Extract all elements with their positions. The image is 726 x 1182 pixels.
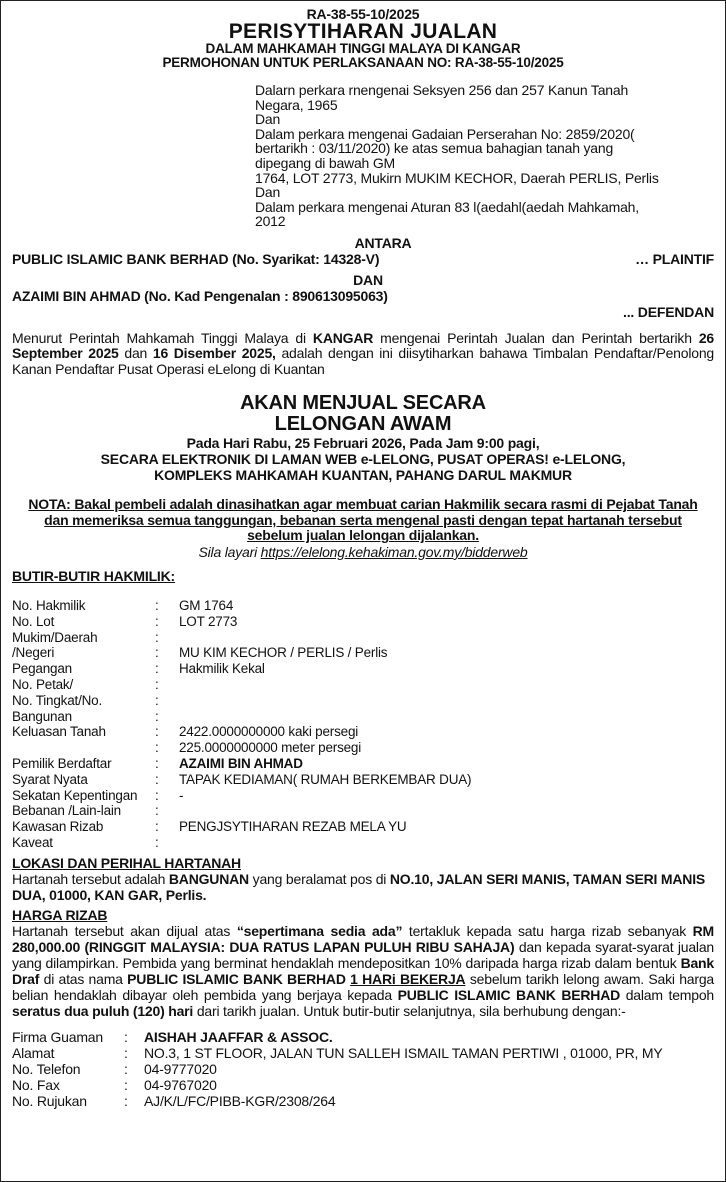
detail-colon: :	[124, 1044, 128, 1061]
matter-line: 1764, LOT 2773, Mukirn MUKIM KECHOR, Daerah PERLIS, Perlis	[255, 169, 659, 186]
detail-label: No. Hakmilik	[12, 597, 86, 613]
matter-line: Dalam perkara mengenai Aturan 83 l(aedahl(aedah Mahkamah,	[255, 198, 639, 215]
detail-label: /Negeri	[12, 645, 55, 661]
defendant-role: ... DEFENDAN	[623, 303, 714, 320]
matter-line: Negara, 1965	[255, 96, 338, 113]
detail-label: Kawasan Rizab	[12, 819, 104, 835]
nota-paragraph	[12, 497, 714, 544]
matter-line: Dalam perkara mengenai Gadaian Perserahan No: 2859/2020(	[255, 125, 635, 142]
auction-venue-2: KOMPLEKS MAHKAMAH KUANTAN, PAHANG DARUL MAKMUR	[154, 467, 572, 484]
detail-row	[12, 772, 471, 788]
detail-colon: :	[155, 787, 159, 803]
reference-number: RA-38-55-10/2025	[306, 6, 420, 22]
detail-label: Pegangan	[12, 661, 72, 677]
detail-colon: :	[155, 803, 159, 819]
detail-row	[12, 724, 471, 740]
bank-draft: Bank Draf	[12, 954, 714, 987]
detail-label: No. Telefon	[12, 1060, 81, 1077]
detail-value: 04-9777020	[144, 1060, 217, 1077]
court-name: DALAM MAHKAMAH TINGGI MALAYA DI KANGAR	[205, 41, 521, 56]
detail-label: Mukim/Daerah	[12, 629, 98, 645]
auction-block	[12, 393, 714, 483]
order-date-2: 16 Disember 2025,	[152, 345, 276, 362]
detail-value: GM 1764	[179, 597, 234, 613]
payment-period: seratus dua puluh (120) hari	[12, 1002, 194, 1019]
title-details-heading: BUTIR-BUTIR HAKMILIK:	[12, 567, 175, 584]
matter-line: 2012	[255, 213, 286, 230]
detail-colon: :	[155, 613, 159, 629]
detail-row	[12, 1045, 662, 1061]
detail-colon: :	[155, 819, 159, 835]
auction-heading-1: AKAN MENJUAL SECARA	[240, 392, 486, 415]
order-paragraph: Menurut Perintah Mahkamah Tinggi Malaya di KANGAR mengenai Perintah Jualan dan Perintah bertarikh 26 September 2025 dan 16 Disember 2025, adalah dengan ini diisytiharkan bahawa Timbalan Pendaftar/Penolong Kanan Pendaftar Pusat Operasi eLelong di Kuantan	[12, 329, 715, 377]
plaintiff-row	[12, 251, 714, 267]
matter-line: Dalarn perkara rnengenai Seksyen 256 dan 257 Kanun Tanah	[255, 82, 629, 98]
detail-value: 04-9767020	[144, 1076, 217, 1093]
detail-row	[12, 1061, 662, 1077]
auction-date: Pada Hari Rabu, 25 Februari 2026, Pada Jam 9:00 pagi,	[186, 435, 540, 452]
detail-row	[12, 693, 471, 709]
detail-value: 225.0000000000 meter persegi	[179, 740, 362, 756]
nota-text: Bakal pembeli adalah dinasihatkan agar membuat carian Hakmilik secara rasmi di Pejabat Tanah dan memeriksa semua tanggungan, bebanan serta mengenal pasti dengan tepat hartanah tersebut sebelum jualan lelongan dijalankan.	[44, 496, 698, 544]
detail-label: No. Lot	[12, 613, 55, 629]
detail-value	[179, 693, 471, 709]
detail-row	[12, 1077, 662, 1093]
page-title: PERISYTIHARAN JUALAN	[228, 20, 498, 43]
property-type: BANGUNAN	[168, 870, 249, 887]
detail-value	[179, 630, 471, 646]
detail-value	[179, 709, 471, 725]
detail-value: Hakmilik Kekal	[179, 661, 265, 677]
auction-venue-1: SECARA ELEKTRONIK DI LAMAN WEB e-LELONG, PUSAT OPERAS! e-LELONG,	[100, 451, 626, 468]
detail-value: LOT 2773	[179, 613, 238, 629]
defendant-name: AZAIMI BIN AHMAD (No. Kad Pengenalan : 890613095063)	[12, 287, 388, 304]
detail-colon: :	[124, 1092, 128, 1109]
detail-value: TAPAK KEDIAMAN( RUMAH BERKEMBAR DUA)	[179, 771, 472, 787]
detail-row	[12, 661, 471, 677]
detail-row	[12, 598, 471, 614]
detail-row	[12, 835, 471, 851]
elelong-link[interactable]: https://elelong.kehakiman.gov.my/bidderweb	[260, 543, 528, 560]
detail-colon: :	[124, 1060, 128, 1077]
detail-label: Pemilik Berdaftar	[12, 755, 112, 771]
detail-value	[179, 835, 471, 851]
detail-row	[12, 630, 471, 646]
detail-value	[179, 677, 471, 693]
detail-label: Bebanan /Lain-lain	[12, 803, 121, 819]
matter-line: Dan	[255, 184, 281, 201]
antara-label: ANTARA	[354, 234, 412, 251]
detail-value: -	[179, 787, 184, 803]
detail-label	[12, 740, 155, 756]
detail-label: Firma Guaman	[12, 1028, 103, 1045]
detail-value	[179, 803, 471, 819]
detail-row	[12, 677, 471, 693]
detail-row	[12, 1029, 662, 1045]
detail-colon: :	[155, 692, 159, 708]
detail-label: No. Fax	[12, 1076, 60, 1093]
detail-colon: :	[155, 708, 159, 724]
plaintiff-name: PUBLIC ISLAMIC BANK BERHAD (No. Syarikat: 14328-V)	[12, 250, 380, 267]
detail-row	[12, 756, 471, 772]
detail-colon: :	[155, 740, 159, 756]
detail-row	[12, 788, 471, 804]
detail-value: PENGJSYTIHARAN REZAB MELA YU	[179, 819, 407, 835]
matter-block	[255, 83, 714, 229]
detail-value: AJ/K/L/FC/PIBB-KGR/2308/264	[144, 1092, 336, 1109]
detail-value: NO.3, 1 ST FLOOR, JALAN TUN SALLEH ISMAIL TAMAN PERTIWI , 01000, PR, MY	[144, 1044, 663, 1061]
detail-colon: :	[155, 661, 159, 677]
detail-row	[12, 740, 471, 756]
plaintiff-role: … PLAINTIF	[635, 250, 714, 267]
detail-row	[12, 709, 471, 725]
detail-colon: :	[155, 771, 159, 787]
detail-row	[12, 819, 471, 835]
detail-row	[12, 645, 471, 661]
detail-colon: :	[124, 1028, 128, 1045]
detail-row	[12, 614, 471, 630]
detail-colon: :	[155, 676, 159, 692]
detail-colon: :	[124, 1076, 128, 1093]
reserve-price: RM 280,000.00 (RINGGIT MALAYSIA: DUA RATUS LAPAN PULUH RIBU SAHAJA)	[12, 922, 715, 955]
detail-label: Keluasan Tanah	[12, 724, 106, 740]
detail-colon: :	[155, 597, 159, 613]
detail-value: AZAIMI BIN AHMAD	[179, 755, 303, 771]
detail-colon: :	[155, 645, 159, 661]
property-address: NO.10, JALAN SERI MANIS, TAMAN SERI MANIS DUA, 01000, KAN GAR, Perlis.	[12, 870, 706, 903]
detail-value: 2422.0000000000 kaki persegi	[179, 724, 359, 740]
location-heading: LOKASI DAN PERIHAL HARTANAH	[12, 854, 241, 871]
detail-row	[12, 803, 471, 819]
detail-row	[12, 1093, 662, 1109]
detail-label: Syarat Nyata	[12, 771, 88, 787]
detail-label: No. Tingkat/No.	[12, 692, 103, 708]
detail-colon: :	[155, 629, 159, 645]
detail-value: MU KIM KECHOR / PERLIS / Perlis	[179, 645, 388, 661]
nota-label: NOTA:	[28, 496, 71, 513]
title-details-table	[12, 598, 471, 851]
order-date-1: 26 September 2025	[12, 329, 714, 362]
detail-colon: :	[155, 755, 159, 771]
detail-label: Kaveat	[12, 834, 53, 850]
detail-label: Alamat	[12, 1044, 55, 1061]
matter-line: dipegang di bawah GM	[255, 154, 395, 171]
visit-line: Sila layari https://elelong.kehakiman.gov.my/bidderweb	[198, 543, 528, 560]
detail-colon: :	[155, 834, 159, 850]
application-number: PERMOHONAN UNTUK PERLAKSANAAN NO: RA-38-55-10/2025	[162, 55, 564, 70]
matter-line: bertarikh : 03/11/2020) ke atas semua bahagian tanah yang	[255, 140, 614, 157]
parties-block	[12, 235, 714, 320]
reserve-heading: HARGA RIZAB	[12, 906, 108, 923]
detail-value: AISHAH JAAFFAR & ASSOC.	[144, 1028, 333, 1045]
deposit-deadline: 1 HARi BEKERJA	[350, 970, 466, 987]
bank-name-1: PUBLIC ISLAMIC BANK BERHAD	[127, 970, 346, 987]
location-paragraph: Hartanah tersebut adalah BANGUNAN yang beralamat pos di NO.10, JALAN SERI MANIS, TAMAN SERI MANIS DUA, 01000, KAN GAR, Perlis.	[12, 870, 706, 903]
bank-name-2: PUBLIC ISLAMIC BANK BERHAD	[397, 986, 621, 1003]
reserve-paragraph: Hartanah tersebut akan dijual atas “sepertimana sedia ada” tertakluk kepada satu harga rizab sebanyak RM 280,000.00 (RINGGIT MALAYSIA: DUA RATUS LAPAN PULUH RIBU SAHAJA) dan kepada syarat-syarat jualan yang dilampirkan. Pembida yang berminat hendaklah mendepositkan 10% daripada harga rizab dalam bentuk Bank Draf di atas nama PUBLIC ISLAMIC BANK BERHAD 1 HARi BEKERJA sebelum tarikh lelong awam. Saki harga belian hendaklah dibayar oleh pembida yang berjaya kepada PUBLIC ISLAMIC BANK BERHAD dalam tempoh seratus dua puluh (120) hari dari tarikh jualan. Untuk butir-butir selanjutnya, sila berhubung dengan:-	[12, 922, 715, 1019]
dan-label: DAN	[353, 271, 383, 288]
detail-colon: :	[155, 724, 159, 740]
detail-label: Sekatan Kepentingan	[12, 787, 138, 803]
detail-label: Bangunan	[12, 708, 72, 724]
court-location: KANGAR	[312, 329, 374, 346]
detail-label: No. Rujukan	[12, 1092, 87, 1109]
law-firm-table	[12, 1029, 662, 1109]
as-is-phrase: “sepertimana sedia ada”	[236, 922, 403, 939]
auction-heading-2: LELONGAN AWAM	[274, 413, 452, 436]
detail-label: No. Petak/	[12, 676, 74, 692]
matter-line: Dan	[255, 111, 281, 128]
